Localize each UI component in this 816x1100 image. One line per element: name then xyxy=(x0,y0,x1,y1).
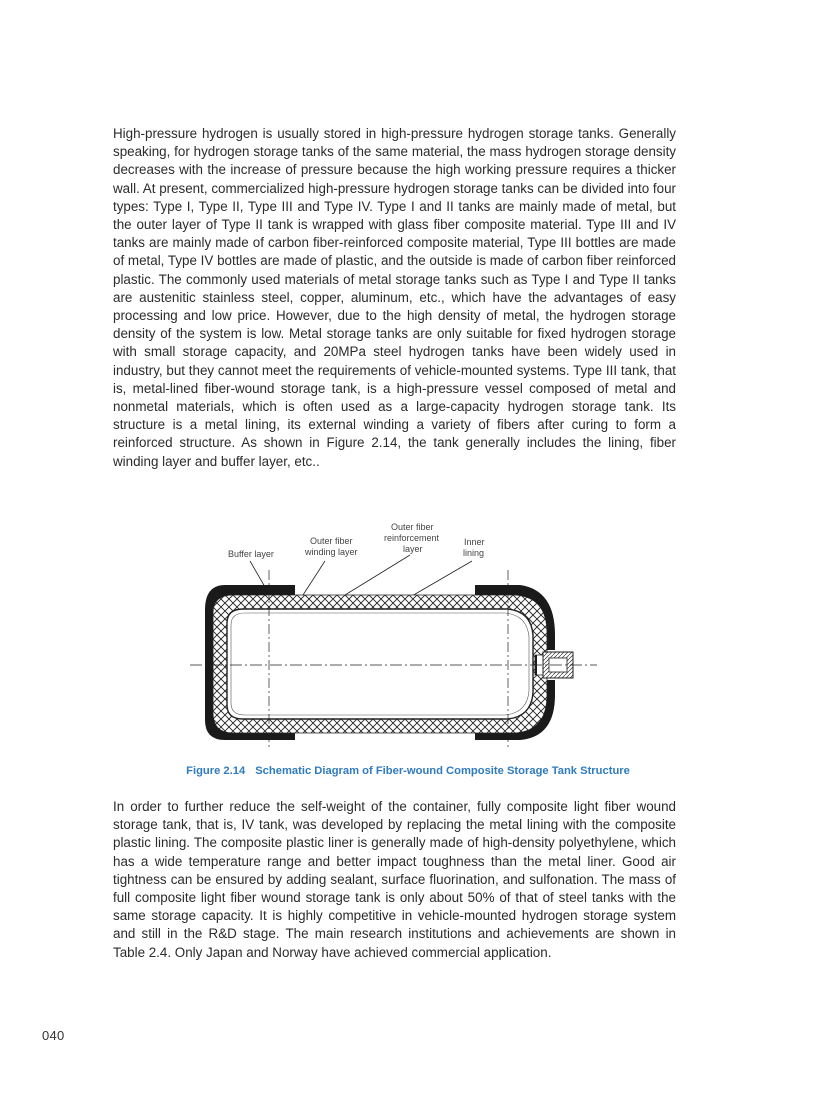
label-outer-fiber-winding-1: Outer fiber xyxy=(310,536,353,546)
label-outer-fiber-reinforcement-1: Outer fiber xyxy=(391,522,434,532)
label-outer-fiber-winding-2: winding layer xyxy=(305,547,358,557)
label-outer-fiber-reinforcement-2: reinforcement xyxy=(384,533,440,543)
label-outer-fiber-reinforcement-3: layer xyxy=(403,544,423,554)
figure-caption-text: Schematic Diagram of Fiber-wound Composite Storage Tank Structure xyxy=(255,765,630,777)
page-number: 040 xyxy=(42,1028,65,1043)
tank-body xyxy=(190,570,597,750)
label-buffer-layer: Buffer layer xyxy=(228,549,274,559)
body-paragraph-2: In order to further reduce the self-weight of the container, fully composite light fiber wound storage tank, that is, IV tank, was developed by replacing the metal lining with the composite plastic lining. The composite plastic liner is generally made of high-density polyethylene, which has a wide temperature range and better impact toughness than the metal liner. Good air tightness can be ensured by adding sealant, surface fluorination, and sulfonation. The mass of full composite light fiber wound storage tank is only about 50% of that of steel tanks with the same storage capacity. It is highly competitive in vehicle-mounted hydrogen storage system and still in the R&D stage. The main research institutions and achievements are shown in Table 2.4. Only Japan and Norway have achieved commercial application. xyxy=(113,799,676,960)
label-inner-lining-2: lining xyxy=(463,548,485,558)
tank-labels xyxy=(228,522,485,559)
tank-structure-figure xyxy=(185,515,605,760)
label-inner-lining-1: Inner xyxy=(464,537,485,547)
figure-caption-number: Figure 2.14 xyxy=(186,765,246,777)
body-paragraph-1: High-pressure hydrogen is usually stored in high-pressure hydrogen storage tanks. Generally speaking, for hydrogen storage tanks of the same material, the mass hydrogen storage density decreases with the increase of pressure because the high working pressure requires a thicker wall. At present, commercialized high-pressure hydrogen storage tanks can be divided into four types: Type I, Type II, Type III and Type IV. Type I and II tanks are mainly made of metal, but the outer layer of Type II tank is wrapped with glass fiber composite material. Type III and IV tanks are mainly made of carbon fiber-reinforced composite material, Type III bottles are made of metal, Type IV bottles are made of plastic, and the outside is made of carbon fiber reinforced plastic. The commonly used materials of metal storage tanks such as Type I and Type II tanks are austenitic stainless steel, copper, aluminum, etc., which have the advantages of easy processing and low price. However, due to the high density of metal, the hydrogen storage density of the system is low. Metal storage tanks are only suitable for fixed hydrogen storage with small storage capacity, and 20MPa steel hydrogen tanks have been widely used in industry, but they cannot meet the requirements of vehicle-mounted systems. Type III tank, that is, metal-lined fiber-wound storage tank, is a high-pressure vessel composed of metal and nonmetal materials, which is often used as a large-capacity hydrogen storage tank. Its structure is a metal lining, its external winding a variety of fibers after curing to form a reinforced structure. As shown in Figure 2.14, the tank generally includes the lining, fiber winding layer and buffer layer, etc.. xyxy=(113,126,676,469)
figure-caption xyxy=(0,765,816,777)
